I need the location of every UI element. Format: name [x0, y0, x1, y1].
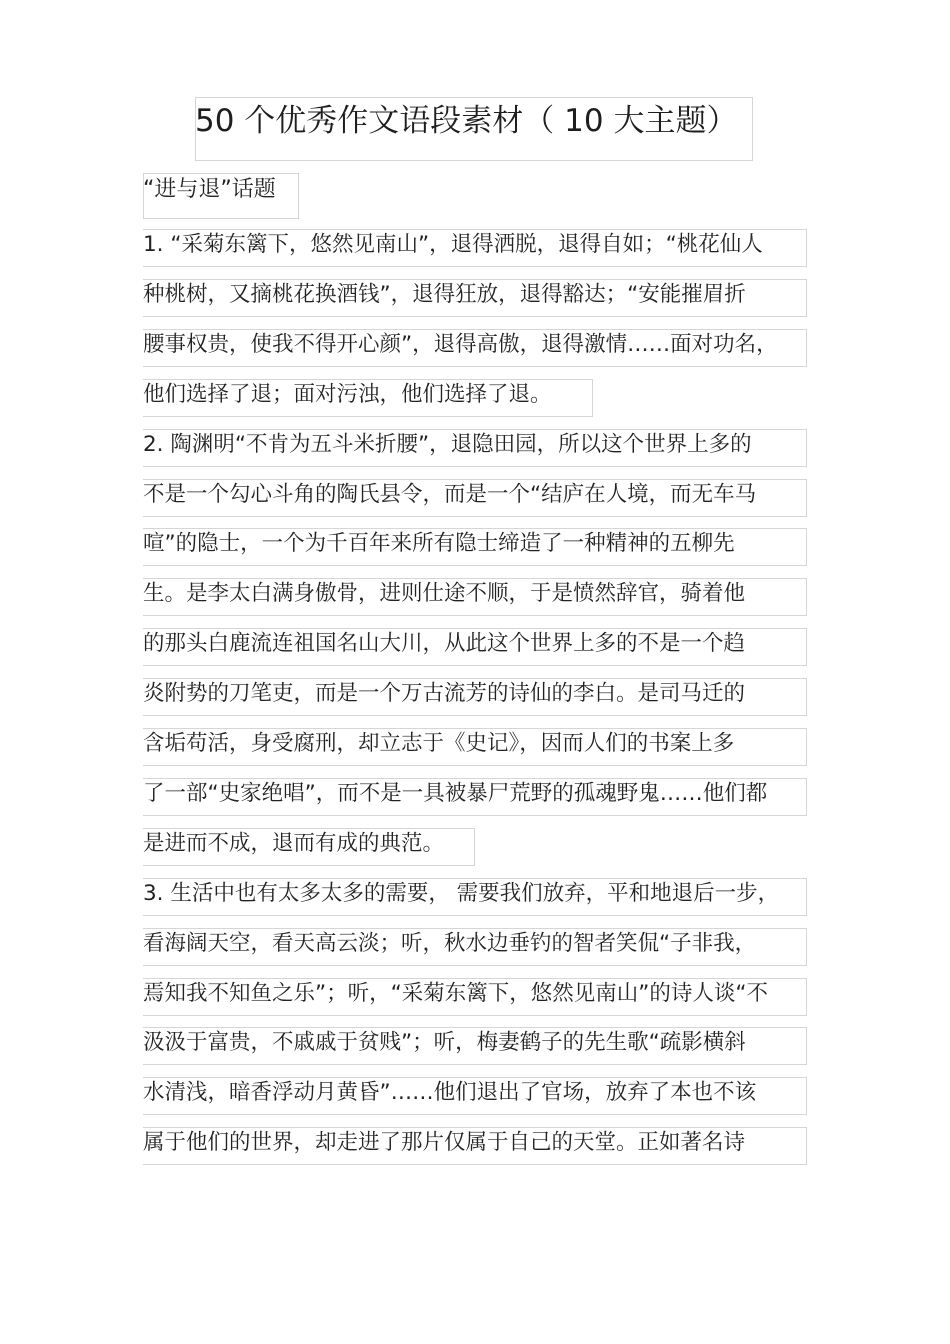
- text-line: 种桃树，又摘桃花换酒钱”，退得狂放，退得豁达；“安能摧眉折: [143, 281, 746, 307]
- text-line: 1. “采菊东篱下，悠然见南山”，退得洒脱，退得自如；“桃花仙人: [143, 232, 763, 257]
- text-line: 属于他们的世界，却走进了那片仅属于自己的天堂。正如著名诗: [143, 1130, 746, 1156]
- text-line: 生。是李太白满身傲骨，进则仕途不顺，于是愤然辞官，骑着他: [143, 581, 746, 607]
- text-line: 的那头白鹿流连祖国名山大川，从此这个世界上多的不是一个趋: [143, 631, 746, 657]
- text-line: 不是一个勾心斗角的陶氏县令，而是一个“结庐在人境，而无车马: [143, 481, 757, 507]
- text-line: 炎附势的刀笔吏，而是一个万古流芳的诗仙的李白。是司马迁的: [143, 681, 746, 707]
- text-line: 2. 陶渊明“不肯为五斗米折腰”，退隐田园，所以这个世界上多的: [143, 431, 752, 457]
- text-line: 汲汲于富贵，不戚戚于贫贱”；听，梅妻鹤子的先生歌“疏影横斜: [143, 1030, 746, 1056]
- text-line: 水清浅，暗香浮动月黄昏”……他们退出了官场，放弃了本也不该: [143, 1080, 757, 1106]
- text-line: 含垢苟活，身受腐刑，却立志于《史记》，因而人们的书案上多: [143, 731, 735, 756]
- text-line: 3. 生活中也有太多太多的需要， 需要我们放弃，平和地退后一步，: [143, 880, 780, 906]
- text-line: 腰事权贵，使我不得开心颜”，退得高傲，退得激情……面对功名，: [143, 331, 778, 357]
- text-line: 喧”的隐士，一个为千百年来所有隐士缔造了一种精神的五柳先: [143, 531, 735, 557]
- section-heading: “进与退”话题: [143, 177, 276, 202]
- text-line: 看海阔天空，看天高云淡；听，秋水边垂钓的智者笑侃“子非我，: [143, 930, 757, 956]
- text-line: 他们选择了退；面对污浊，他们选择了退。: [143, 381, 552, 407]
- text-line: 焉知我不知鱼之乐”；听，“采菊东篱下，悠然见南山”的诗人谈“不: [143, 980, 769, 1006]
- text-line: 了一部“史家绝唱”，而不是一具被暴尸荒野的孤魂野鬼……他们都: [143, 780, 768, 806]
- text-line: 是进而不成，退而有成的典范。: [143, 830, 445, 856]
- document-title: 50 个优秀作文语段素材（ 10 大主题）: [195, 103, 738, 139]
